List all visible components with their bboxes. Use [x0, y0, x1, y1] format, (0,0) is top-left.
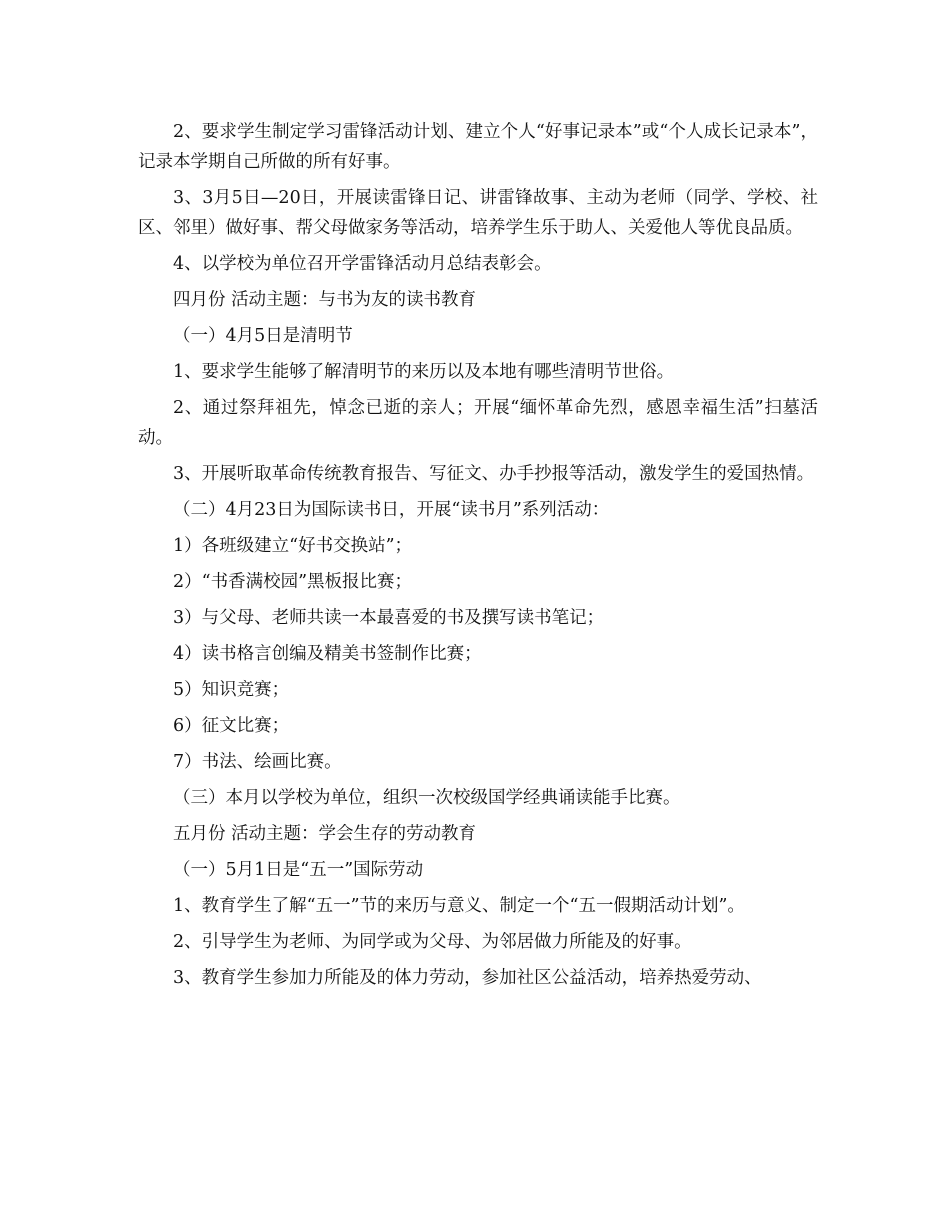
paragraph: 1、教育学生了解“五一”节的来历与意义、制定一个“五一假期活动计划”。 — [173, 896, 745, 916]
subsection-heading: （二）4月23日为国际读书日，开展“读书月”系列活动： — [173, 500, 610, 520]
subsection-heading: （三）本月以学校为单位，组织一次校级国学经典诵读能手比赛。 — [173, 788, 681, 808]
list-item: 6）征文比赛； — [173, 716, 290, 736]
section-heading: 五月份 活动主题：学会生存的劳动教育 — [173, 824, 477, 844]
list-item: 5）知识竞赛； — [173, 680, 290, 700]
list-item: 4）读书格言创编及精美书签制作比赛； — [173, 644, 482, 664]
list-item: 2）“书香满校园”黑板报比赛； — [173, 572, 413, 592]
paragraph: 2、引导学生为老师、为同学或为父母、为邻居做力所能及的好事。 — [173, 932, 692, 952]
paragraph: 2、通过祭拜祖先，悼念已逝的亲人；开展“缅怀革命先烈，感恩幸福生活”扫墓活动。 — [138, 398, 818, 448]
list-item: 1）各班级建立“好书交换站”； — [173, 536, 413, 556]
paragraph: 2、要求学生制定学习雷锋活动计划、建立个人“好事记录本”或“个人成长记录本”，记录本学期自己所做的所有好事。 — [138, 122, 818, 172]
section-heading: 四月份 活动主题：与书为友的读书教育 — [173, 290, 477, 310]
subsection-heading: （一）5月1日是“五一”国际劳动 — [173, 860, 424, 880]
paragraph: 4、以学校为单位召开学雷锋活动月总结表彰会。 — [173, 254, 552, 274]
paragraph: 1、要求学生能够了解清明节的来历以及本地有哪些清明节世俗。 — [173, 362, 675, 382]
subsection-heading: （一）4月5日是清明节 — [173, 326, 353, 346]
paragraph: 3、教育学生参加力所能及的体力劳动，参加社区公益活动，培养热爱劳动、 — [173, 968, 762, 988]
list-item: 3）与父母、老师共读一本最喜爱的书及撰写读书笔记； — [173, 608, 605, 628]
paragraph: 3、开展听取革命传统教育报告、写征文、办手抄报等活动，激发学生的爱国热情。 — [173, 464, 815, 484]
document-body — [138, 117, 818, 999]
list-item: 7）书法、绘画比赛。 — [173, 752, 342, 772]
paragraph: 3、3月5日—20日，开展读雷锋日记、讲雷锋故事、主动为老师（同学、学校、社区、邻里）做好事、帮父母做家务等活动，培养学生乐于助人、关爱他人等优良品质。 — [138, 188, 818, 238]
